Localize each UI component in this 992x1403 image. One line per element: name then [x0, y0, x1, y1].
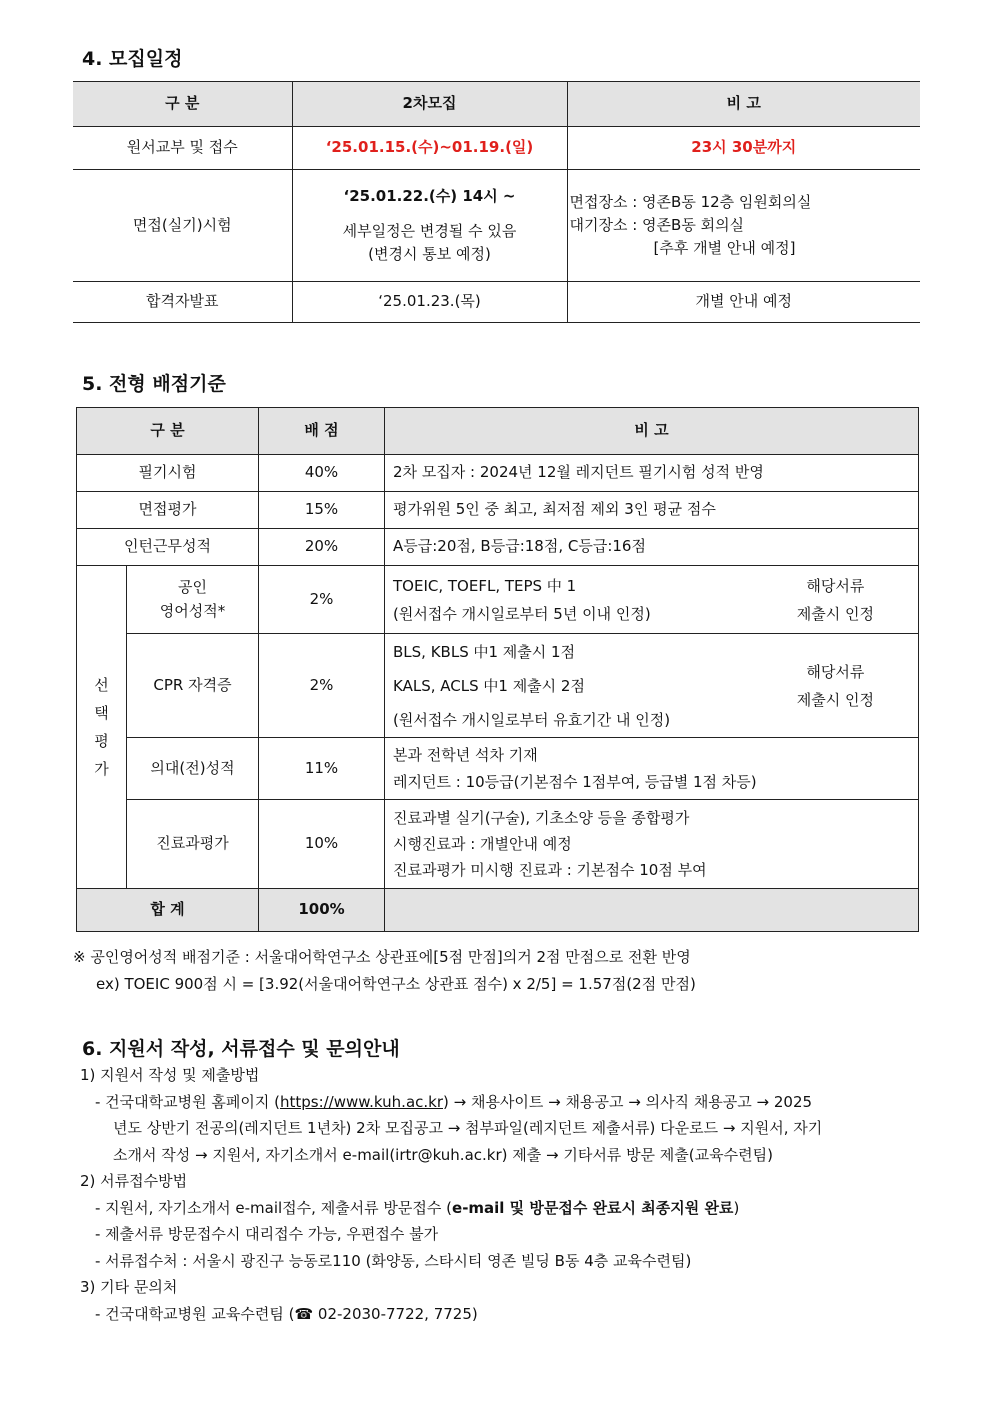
method-line-2: 년도 상반기 전공의(레지던트 1년차) 2차 모집공고 → 첨부파일(레지던트 제출서류) 다운로드 → 지원서, 자기	[113, 1119, 823, 1137]
cpr-note-3: (원서접수 개시일로부터 유효기간 내 인정)	[393, 710, 671, 729]
schedule-header-round2: 2차모집	[292, 82, 567, 127]
row-score: 2%	[259, 566, 385, 634]
section6-title: 6. 지원서 작성, 서류접수 및 문의안내	[82, 1038, 400, 1060]
method-line-3: 소개서 작성 → 지원서, 자기소개서 e-mail(irtr@kuh.ac.kr) 제출 → 기타서류 방문 제출(교육수련팀)	[113, 1145, 773, 1164]
english-note-cell	[385, 566, 919, 634]
med-note-2: 레지던트 : 10등급(기본점수 1점부여, 등급별 1점 차등)	[393, 772, 757, 791]
dept-note-2: 시행진료과 : 개별안내 예정	[393, 835, 572, 853]
note-line-1: ※ 공인영어성적 배점기준 : 서울대어학연구소 상관표에[5점 만점]의거 2점 만점으로 전환 반영	[73, 948, 691, 966]
table-row	[77, 529, 919, 566]
row-label: 면접평가	[77, 492, 259, 529]
table-row	[77, 634, 919, 738]
elective-char: 가	[94, 760, 109, 778]
row-label: 진료과평가	[127, 800, 259, 889]
receipt-line-2: - 제출서류 방문접수시 대리접수 가능, 우편접수 불가	[95, 1225, 439, 1243]
scoring-header-category: 구 분	[77, 408, 259, 455]
hospital-homepage-link[interactable]: https://www.kuh.ac.kr	[279, 1092, 443, 1111]
english-submit-1: 해당서류	[806, 576, 865, 595]
table-row	[77, 492, 919, 529]
cpr-submit-1: 해당서류	[806, 662, 865, 681]
row-label: 면접(실기)시험	[73, 170, 292, 282]
row-score: 11%	[259, 738, 385, 800]
med-note-cell	[385, 738, 919, 800]
english-submit-2: 제출시 인정	[796, 604, 875, 623]
sub-heading: 2) 서류접수방법	[80, 1172, 188, 1190]
receipt-line-3: - 서류접수처 : 서울시 광진구 능동로110 (화양동, 스타시티 영존 빌딩 B동 4층 교육수련팀)	[95, 1251, 692, 1270]
elective-char: 택	[94, 704, 109, 722]
method-text: ) → 채용사이트 → 채용공고 → 의사직 채용공고 → 2025	[443, 1092, 813, 1111]
sub-heading: 3) 기타 문의처	[80, 1278, 178, 1296]
cpr-note-2: KALS, ACLS 中1 제출시 2점	[393, 676, 585, 695]
english-note-1: TOEIC, TOEFL, TEPS 中 1	[393, 576, 577, 595]
table-row	[77, 738, 919, 800]
interview-sub2: (변경시 통보 예정)	[368, 245, 491, 264]
method-text: - 건국대학교병원 홈페이지 (	[95, 1092, 280, 1111]
dept-note-3: 진료과평가 미시행 진료과 : 기본점수 10점 부여	[393, 861, 707, 879]
cpr-note-wrap	[393, 635, 914, 737]
row-label: 인턴근무성적	[77, 529, 259, 566]
table-row	[73, 127, 920, 170]
row-score: 2%	[259, 634, 385, 738]
schedule-table	[73, 81, 920, 323]
interview-note-cell	[567, 170, 920, 282]
receipt-emphasis: e-mail 및 방문접수 완료시 최종지원 완료	[452, 1198, 734, 1217]
row-label: 의대(전)성적	[127, 738, 259, 800]
row-note: 평가위원 5인 중 최고, 최저점 제외 3인 평균 점수	[385, 492, 919, 529]
elective-char: 선	[94, 676, 109, 694]
total-label: 합 계	[77, 889, 259, 932]
interview-notice: [추후 개별 안내 예정]	[653, 239, 796, 258]
row-label: CPR 자격증	[127, 634, 259, 738]
med-note-1: 본과 전학년 석차 기재	[393, 745, 538, 764]
application-date: ‘25.01.15.(수)~01.19.(일)	[292, 127, 567, 170]
method-line-1	[80, 1089, 925, 1116]
receipt-line-1	[80, 1195, 925, 1222]
receipt-text: - 지원서, 자기소개서 e-mail접수, 제출서류 방문접수 (	[95, 1198, 453, 1217]
total-score: 100%	[259, 889, 385, 932]
interview-place: 면접장소 : 영존B동 12층 임원회의실	[569, 192, 812, 211]
row-score: 10%	[259, 800, 385, 889]
schedule-header-category: 구 분	[73, 82, 292, 127]
row-score: 20%	[259, 529, 385, 566]
english-note-text	[393, 572, 651, 628]
announcement-date: ‘25.01.23.(목)	[292, 282, 567, 323]
announcement-note: 개별 안내 예정	[567, 282, 920, 323]
scoring-header-remarks: 비 고	[385, 408, 919, 455]
english-label-cell	[127, 566, 259, 634]
english-note-wrap	[393, 572, 914, 628]
cpr-submit-2: 제출시 인정	[796, 690, 875, 709]
interview-date-cell	[292, 170, 567, 282]
row-score: 40%	[259, 455, 385, 492]
cpr-submit	[797, 658, 914, 714]
sub-heading: 1) 지원서 작성 및 제출방법	[80, 1066, 260, 1084]
scoring-header-score: 배 점	[259, 408, 385, 455]
schedule-header-remarks: 비 고	[567, 82, 920, 127]
dept-note-cell	[385, 800, 919, 889]
section4-title: 4. 모집일정	[82, 48, 183, 70]
waiting-place: 대기장소 : 영존B동 회의실	[569, 215, 745, 234]
english-submit	[797, 572, 914, 628]
interview-sub1: 세부일정은 변경될 수 있음	[342, 221, 517, 240]
row-note: A등급:20점, B등급:18점, C등급:16점	[385, 529, 919, 566]
elective-label	[77, 566, 127, 889]
interview-date: ‘25.01.22.(수) 14시 ~	[343, 186, 516, 205]
application-deadline-note: 23시 30분까지	[567, 127, 920, 170]
section6-body	[80, 1062, 925, 1327]
row-score: 15%	[259, 492, 385, 529]
english-label-1: 공인	[178, 578, 207, 597]
cpr-note-text	[393, 635, 670, 737]
cpr-note-cell	[385, 634, 919, 738]
table-row	[73, 170, 920, 282]
english-note-2: (원서접수 개시일로부터 5년 이내 인정)	[393, 604, 651, 623]
total-empty	[385, 889, 919, 932]
receipt-text: )	[733, 1198, 740, 1217]
table-row	[73, 282, 920, 323]
row-label: 원서교부 및 접수	[73, 127, 292, 170]
row-note: 2차 모집자 : 2024년 12월 레지던트 필기시험 성적 반영	[385, 455, 919, 492]
table-row	[77, 455, 919, 492]
elective-char: 평	[94, 732, 109, 750]
scoring-table	[76, 407, 919, 932]
cpr-note-1: BLS, KBLS 中1 제출시 1점	[393, 642, 576, 661]
contact-line: - 건국대학교병원 교육수련팀 (☎ 02-2030-7722, 7725)	[95, 1304, 478, 1323]
row-label: 합격자발표	[73, 282, 292, 323]
dept-note-1: 진료과별 실기(구술), 기초소양 등을 종합평가	[393, 809, 690, 827]
note-line-2: ex) TOEIC 900점 시 = [3.92(서울대어학연구소 상관표 점수) x 2/5] = 1.57점(2점 만점)	[96, 975, 696, 993]
english-label-2: 영어성적*	[159, 601, 226, 620]
english-score-note	[73, 944, 696, 998]
table-row	[77, 566, 919, 634]
total-row	[77, 889, 919, 932]
section5-title: 5. 전형 배점기준	[82, 373, 226, 395]
table-row	[77, 800, 919, 889]
row-label: 필기시험	[77, 455, 259, 492]
